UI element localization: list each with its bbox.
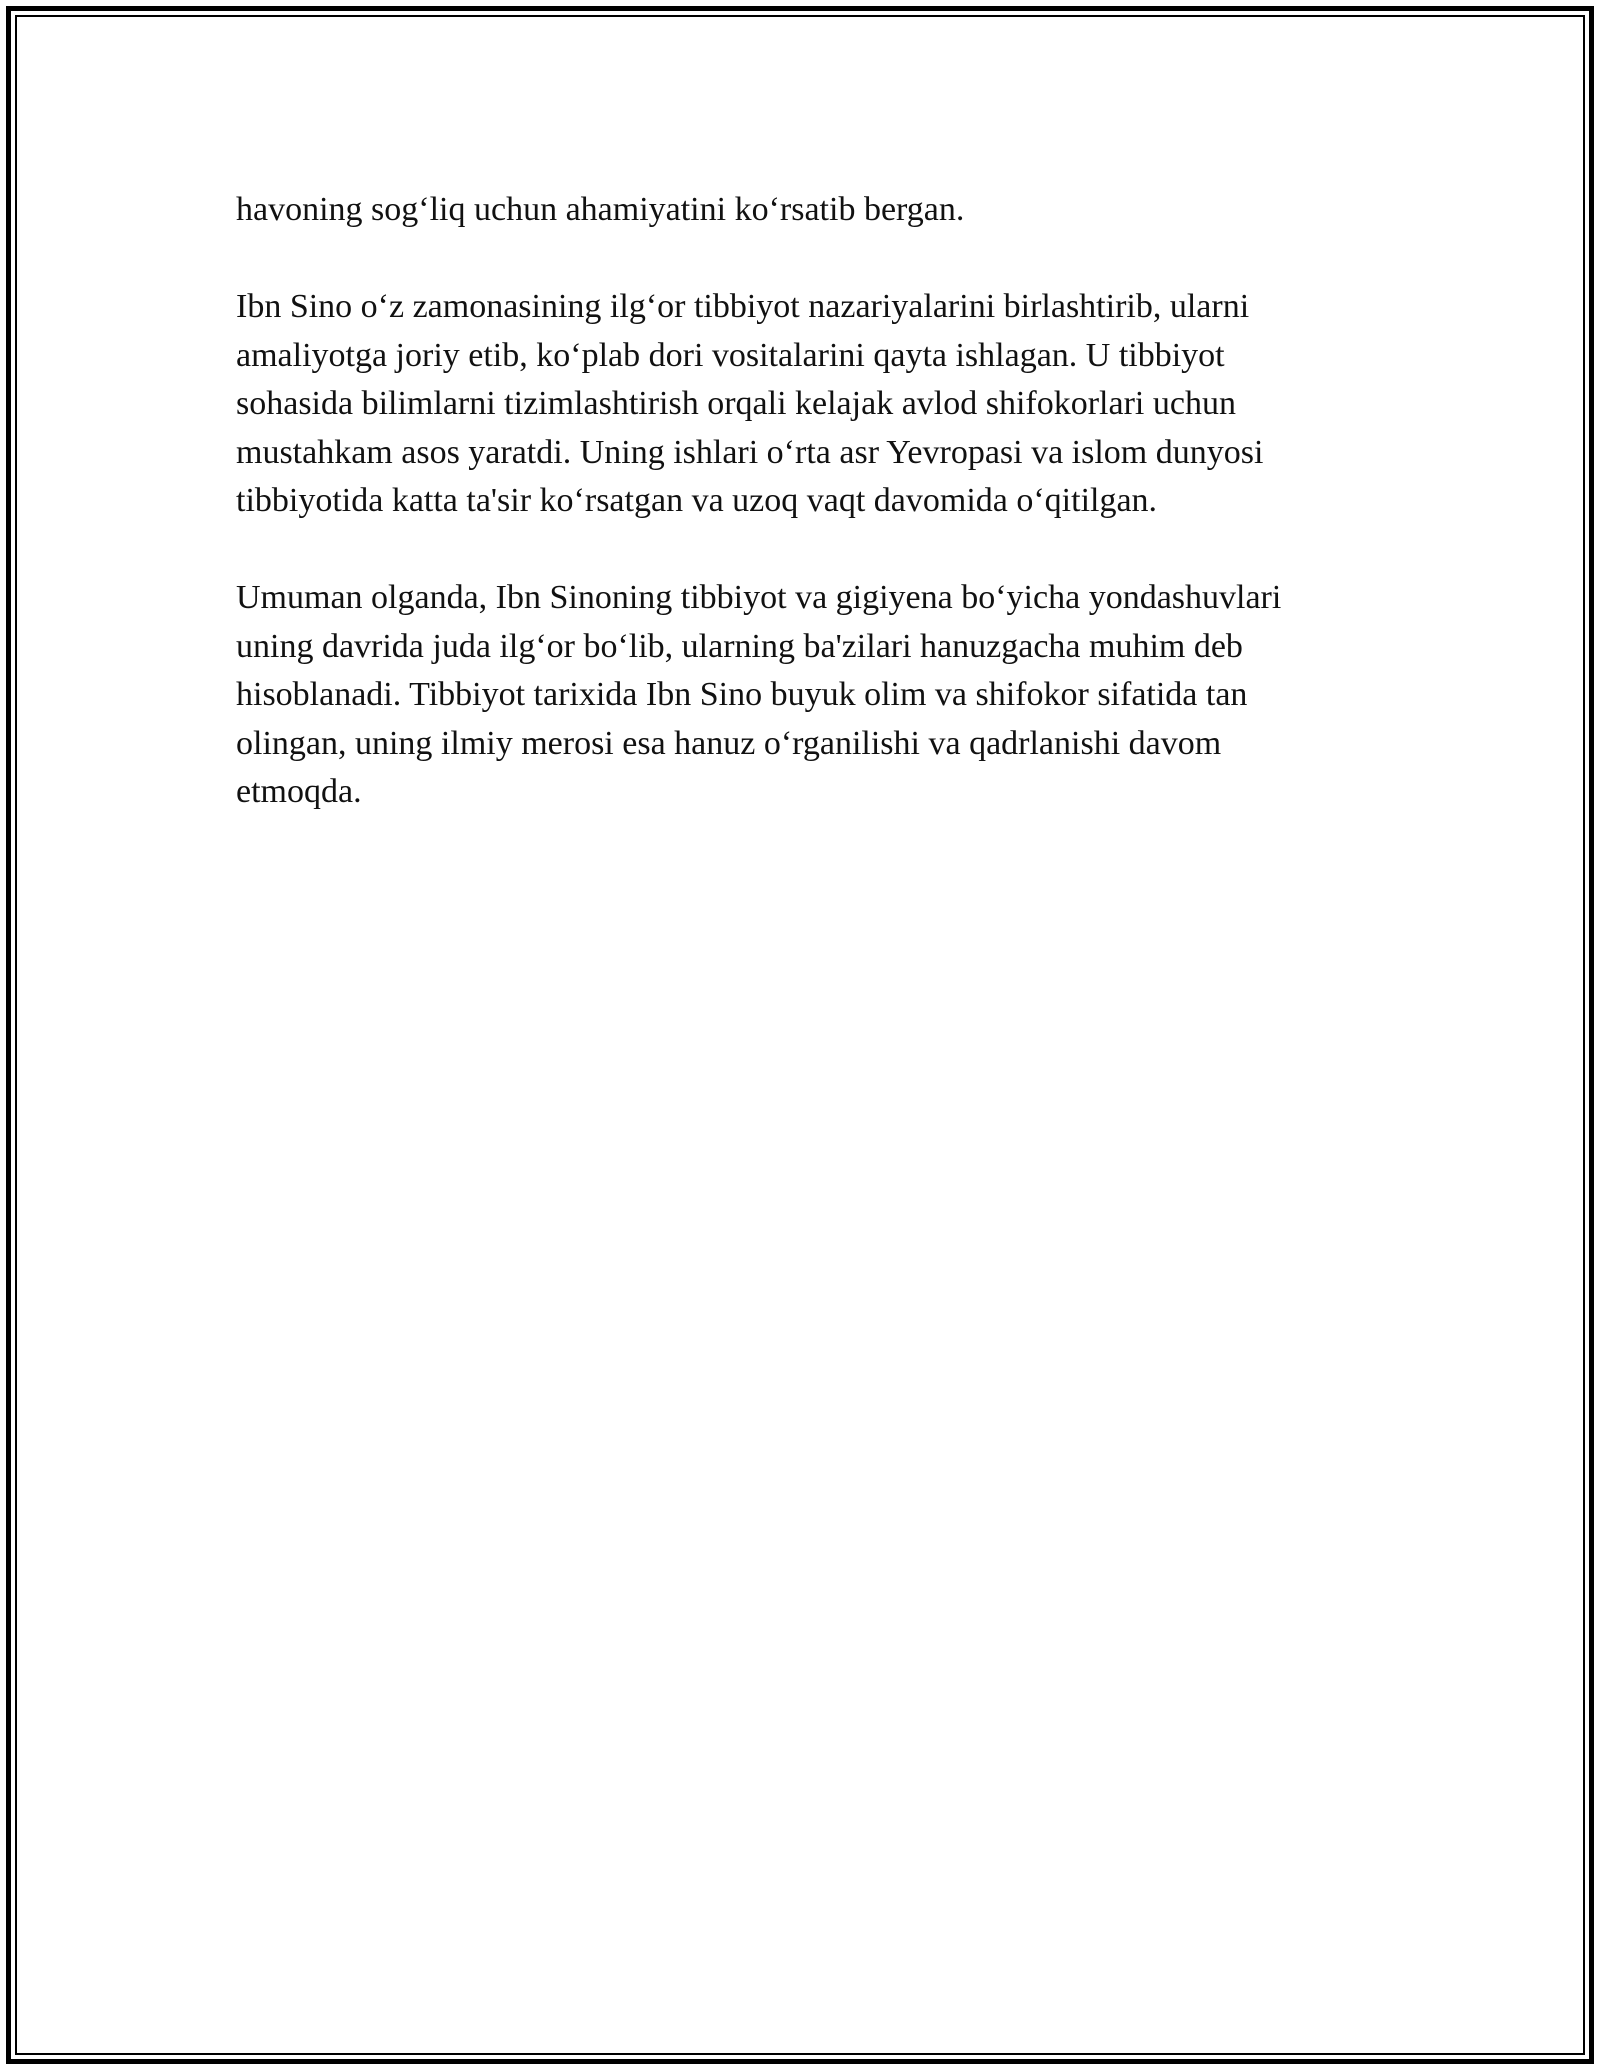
paragraph-conclusion: Umuman olganda, Ibn Sinoning tibbiyot va gigiyena bo‘yicha yondashuvlari uning davrida juda ilg‘or bo‘lib, ularning ba'zilari hanuzgacha muhim deb hisoblanadi. Tibbiyot tarixida Ibn Sino buyuk olim va shifokor sifatida tan olingan, uning ilmiy merosi esa hanuz o‘rganilishi va qadrlanishi davom etmoqda. bbox=[236, 579, 1282, 810]
paragraph-ibn-sino-legacy: Ibn Sino o‘z zamonasining ilg‘or tibbiyot nazariyalarini birlashtirib, ularni amaliyotga joriy etib, ko‘plab dori vositalarini qayta ishlagan. U tibbiyot sohasida bilimlarni tizimlashtirish orqali kelajak avlod shifokorlari uchun mustahkam asos yaratdi. Uning ishlari o‘rta asr Yevropasi va islom dunyosi tibbiyotida katta ta'sir ko‘rsatgan va uzoq vaqt davomida o‘qitilgan. bbox=[236, 288, 1264, 519]
document-body bbox=[236, 186, 1376, 817]
paragraph-continuation: havoning sog‘liq uchun ahamiyatini ko‘rsatib bergan. bbox=[236, 191, 965, 228]
